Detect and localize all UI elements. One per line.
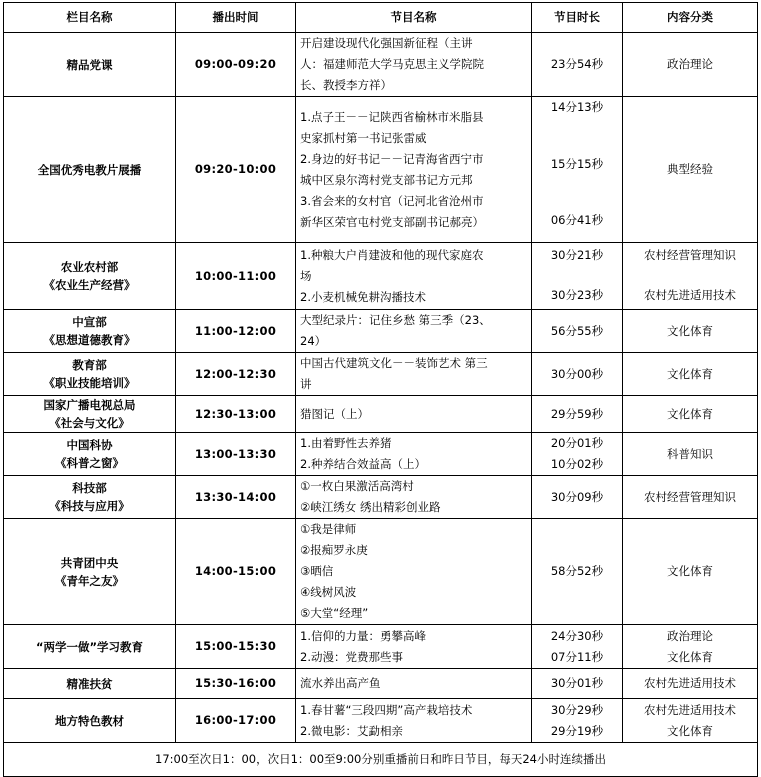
program-name-cell	[296, 669, 532, 699]
program-line: 3.省会来的女村官（记河北省沧州市	[300, 193, 484, 208]
header-duration: 节目时长	[532, 3, 623, 33]
category-cell	[623, 33, 758, 97]
air-time-cell: 10:00-11:00	[176, 243, 296, 310]
duration-cell	[532, 476, 623, 519]
duration-value: 56分55秒	[550, 323, 604, 338]
category-value: 文化体育	[667, 366, 713, 381]
category-value: 农村先进适用技术	[644, 702, 736, 717]
category-value: 文化体育	[667, 323, 713, 338]
air-time-cell: 16:00-17:00	[176, 699, 296, 743]
category-cell	[623, 519, 758, 625]
column-name-line: 教育部	[72, 358, 107, 372]
air-time-cell: 09:00-09:20	[176, 33, 296, 97]
program-line: 场	[300, 268, 312, 283]
duration-value: 30分09秒	[550, 489, 604, 504]
column-name-line: 全国优秀电教片展播	[37, 162, 142, 177]
category-value: 农村经营管理知识	[644, 489, 736, 504]
program-line: 1.由着野性去养猪	[300, 436, 392, 450]
program-line: 新华区荣官屯村党支部副书记郝亮）	[300, 214, 484, 229]
column-name-cell	[4, 310, 176, 353]
table-row	[4, 519, 758, 625]
category-value: 农村先进适用技术	[644, 676, 736, 690]
column-name-line: 《社会与文化》	[49, 416, 130, 430]
column-name-line: 精品党课	[66, 57, 113, 72]
air-time-cell: 15:30-16:00	[176, 669, 296, 699]
program-name-cell	[296, 97, 532, 243]
table-row	[4, 353, 758, 396]
column-name-line: 《思想道德教育》	[43, 333, 136, 347]
duration-cell	[532, 625, 623, 669]
program-line: 大型纪录片：记住乡愁 第三季（23、	[300, 313, 491, 327]
program-name-cell	[296, 396, 532, 433]
program-line: 中国古代建筑文化－－装饰艺术 第三	[300, 356, 488, 370]
category-value: 科普知识	[667, 446, 713, 461]
table-row	[4, 625, 758, 669]
program-line: 2.动漫：党费那些事	[300, 649, 403, 664]
duration-value: 29分59秒	[550, 406, 604, 421]
program-line: 2.小麦机械免耕沟播技术	[300, 289, 426, 304]
duration-cell	[532, 33, 623, 97]
column-name-line: 《青年之友》	[55, 573, 124, 588]
air-time-cell: 12:30-13:00	[176, 396, 296, 433]
duration-value: 23分54秒	[550, 57, 604, 71]
footer-note: 17:00至次日1：00，次日1：00至9:00分别重播前日和昨日节目，每天24小时连续播出	[4, 743, 758, 777]
category-cell	[623, 699, 758, 743]
table-row	[4, 310, 758, 353]
duration-value: 29分19秒	[550, 723, 604, 738]
column-name-cell	[4, 33, 176, 97]
duration-value: 30分29秒	[550, 702, 604, 717]
air-time-cell: 15:00-15:30	[176, 625, 296, 669]
program-line: 城中区泉尔湾村党支部书记方元邦	[300, 172, 473, 187]
duration-value: 06分41秒	[550, 213, 604, 227]
table-row	[4, 476, 758, 519]
program-name-cell	[296, 243, 532, 310]
program-line: 1.点子王－－记陕西省榆林市米脂县	[300, 109, 484, 124]
column-name-cell	[4, 519, 176, 625]
duration-cell	[532, 243, 623, 310]
duration-value: 30分00秒	[550, 366, 604, 381]
program-line: 开启建设现代化强国新征程（主讲	[300, 36, 473, 50]
program-name-cell	[296, 476, 532, 519]
air-time-cell: 11:00-12:00	[176, 310, 296, 353]
category-value: 文化体育	[667, 564, 713, 578]
program-line: 2.身边的好书记－－记青海省西宁市	[300, 151, 484, 166]
duration-value: 30分23秒	[550, 288, 604, 302]
table-row	[4, 33, 758, 97]
column-name-line: 精准扶贫	[66, 676, 113, 691]
column-name-line: 中国科协	[66, 438, 113, 452]
column-name-cell	[4, 669, 176, 699]
program-line: 史家抓村第一书记张雷威	[300, 130, 427, 145]
column-name-cell	[4, 396, 176, 433]
duration-value: 14分13秒	[550, 100, 604, 114]
duration-value: 30分01秒	[550, 676, 604, 690]
column-name-line: 国家广播电视总局	[43, 398, 136, 412]
program-line: ③晒信	[300, 564, 334, 578]
category-value: 典型经验	[667, 162, 713, 176]
duration-value: 58分52秒	[550, 564, 604, 578]
program-line: ④线树风波	[300, 585, 357, 599]
program-name-cell	[296, 433, 532, 476]
category-value: 农村先进适用技术	[644, 288, 736, 302]
duration-cell	[532, 699, 623, 743]
program-line: 讲	[300, 377, 312, 391]
table-row	[4, 699, 758, 743]
duration-cell	[532, 433, 623, 476]
duration-cell	[532, 396, 623, 433]
duration-cell	[532, 519, 623, 625]
program-name-cell	[296, 310, 532, 353]
air-time-cell: 13:00-13:30	[176, 433, 296, 476]
program-line: ②报痴罗永庚	[300, 543, 368, 557]
air-time-cell: 12:00-12:30	[176, 353, 296, 396]
program-line: 1.春甘薯“三段四期”高产栽培技术	[300, 702, 473, 717]
duration-cell	[532, 669, 623, 699]
column-name-line: 科技部	[72, 481, 107, 495]
header-program-name: 节目名称	[296, 3, 532, 33]
duration-cell	[532, 310, 623, 353]
air-time-cell: 09:20-10:00	[176, 97, 296, 243]
table-row	[4, 243, 758, 310]
column-name-line: 共青团中央	[60, 555, 119, 570]
header-row	[4, 3, 758, 33]
program-name-cell	[296, 353, 532, 396]
header-column-name: 栏目名称	[4, 3, 176, 33]
category-value: 文化体育	[667, 406, 713, 421]
category-value: 政治理论	[667, 628, 713, 643]
program-line: 流水养出高产鱼	[300, 676, 381, 690]
duration-value: 30分21秒	[550, 248, 604, 262]
program-line: ②峡江绣女 绣出精彩创业路	[300, 500, 441, 514]
program-line: 猎图记（上）	[300, 406, 369, 421]
column-name-cell	[4, 353, 176, 396]
program-line: ①一枚白果激活高湾村	[300, 479, 414, 493]
category-cell	[623, 396, 758, 433]
program-line: 1.信仰的力量：勇攀高峰	[300, 628, 426, 643]
category-cell	[623, 669, 758, 699]
header-air-time: 播出时间	[176, 3, 296, 33]
column-name-line: “两学一做”学习教育	[35, 639, 144, 654]
category-cell	[623, 433, 758, 476]
column-name-cell	[4, 433, 176, 476]
column-name-line: 《农业生产经营》	[43, 278, 136, 292]
program-line: 2.种养结合效益高（上）	[300, 457, 426, 471]
category-cell	[623, 97, 758, 243]
program-line: ⑤大堂“经理”	[300, 606, 369, 620]
table-row	[4, 97, 758, 243]
header-category: 内容分类	[623, 3, 758, 33]
duration-value: 10分02秒	[550, 457, 604, 471]
program-line: 1.种粮大户肖建波和他的现代家庭农	[300, 247, 484, 262]
column-name-line: 中宣部	[72, 315, 107, 329]
program-line: 2.微电影：艾勐相亲	[300, 723, 403, 738]
column-name-cell	[4, 699, 176, 743]
table-row	[4, 669, 758, 699]
table-row	[4, 433, 758, 476]
column-name-line: 《科技与应用》	[49, 499, 130, 513]
program-line: 人：福建师范大学马克思主义学院院	[300, 57, 484, 71]
column-name-cell	[4, 625, 176, 669]
duration-cell	[532, 353, 623, 396]
category-cell	[623, 243, 758, 310]
category-cell	[623, 353, 758, 396]
column-name-cell	[4, 243, 176, 310]
duration-value: 24分30秒	[550, 628, 604, 643]
column-name-line: 《科普之窗》	[55, 456, 124, 470]
duration-value: 15分15秒	[550, 156, 604, 171]
program-name-cell	[296, 33, 532, 97]
table-row	[4, 396, 758, 433]
program-line: 24）	[300, 334, 327, 348]
category-cell	[623, 310, 758, 353]
duration-value: 07分11秒	[550, 649, 604, 664]
category-cell	[623, 476, 758, 519]
category-cell	[623, 625, 758, 669]
program-line: ①我是律师	[300, 522, 357, 536]
program-line: 长、教授李方祥）	[300, 78, 392, 92]
program-name-cell	[296, 625, 532, 669]
program-name-cell	[296, 699, 532, 743]
program-name-cell	[296, 519, 532, 625]
schedule-table	[3, 2, 758, 777]
category-value: 农村经营管理知识	[644, 248, 736, 262]
column-name-cell	[4, 476, 176, 519]
column-name-cell	[4, 97, 176, 243]
category-value: 文化体育	[667, 649, 713, 664]
duration-cell	[532, 97, 623, 243]
duration-value: 20分01秒	[550, 436, 604, 450]
category-value: 文化体育	[667, 723, 713, 738]
footer-row	[4, 743, 758, 777]
air-time-cell: 13:30-14:00	[176, 476, 296, 519]
column-name-line: 地方特色教材	[55, 713, 124, 728]
column-name-line: 农业农村部	[60, 260, 119, 274]
column-name-line: 《职业技能培训》	[43, 376, 136, 390]
category-value: 政治理论	[667, 57, 713, 71]
air-time-cell: 14:00-15:00	[176, 519, 296, 625]
